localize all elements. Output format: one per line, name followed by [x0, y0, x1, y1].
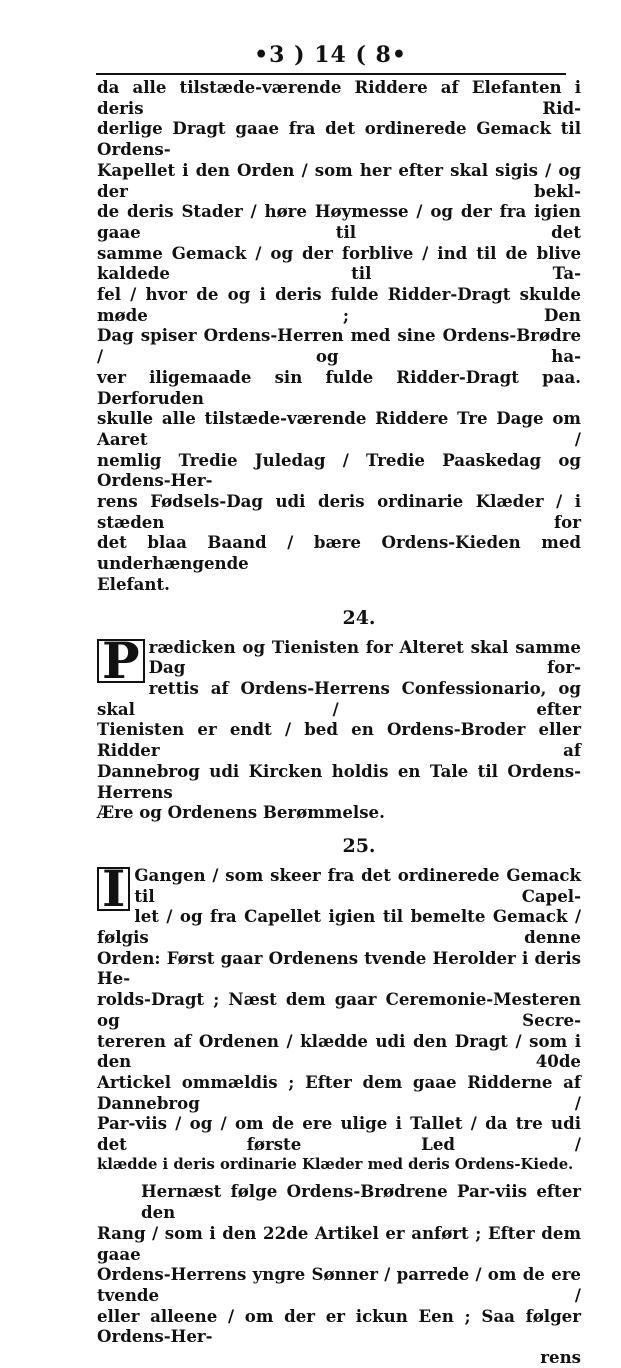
- text-line: Dannebrog udi Kircken holdis en Tale til Ordens-Herrens: [97, 760, 581, 802]
- text-line: fel / hvor de og i deris fulde Ridder-Dragt skulde møde ; Den: [97, 284, 581, 325]
- text-line: eller alleene / om der er ickun Een ; Saa følger Ordens-Her-: [97, 1305, 581, 1347]
- catchword: rens: [540, 1347, 581, 1368]
- text-line: tereren af Ordenen / klædde udi den Dragt / som i den 40de: [97, 1030, 581, 1072]
- text-line: samme Gemack / og der forblive / ind til de blive kaldede til Ta-: [97, 242, 581, 284]
- header-rule: [96, 73, 566, 75]
- text-line: Dag spiser Ordens-Herren med sine Ordens-Brødre / og ha-: [97, 325, 581, 367]
- text-line: ver iligemaade sin fulde Ridder-Dragt paa. Derforuden: [97, 366, 581, 408]
- text-line: rens Fødsels-Dag udi deris ordinarie Klæder / i stæden for: [97, 491, 581, 532]
- drop-cap: I: [97, 867, 130, 911]
- text-line: Elefant.: [97, 573, 170, 594]
- text-line: rædicken og Tienisten for Alteret skal samme Dag for-: [148, 636, 581, 678]
- section-25: [97, 858, 581, 1368]
- text-line: Ære og Ordenens Berømmelse.: [97, 802, 385, 823]
- text-line: derlige Dragt gaae fra det ordinerede Gemack til Ordens-: [97, 118, 581, 160]
- paragraph-1: [97, 77, 581, 595]
- text-line: Par-viis / og / om de ere ulige i Tallet / da tre udi det første Led /: [97, 1113, 581, 1155]
- text-line: nemlig Tredie Juledag / Tredie Paaskedag og Ordens-Her-: [97, 449, 581, 491]
- text-line: rolds-Dragt ; Næst dem gaar Ceremonie-Mesteren og Secre-: [97, 989, 581, 1030]
- text-line: Artickel ommældis ; Efter dem gaae Ridderne af Dannebrog /: [97, 1071, 581, 1113]
- text-line: Kapellet i den Orden / som her efter skal sigis / og der bekl-: [97, 159, 581, 201]
- text-line: let / og fra Capellet igien til bemelte Gemack / følgis denne: [97, 906, 581, 948]
- text-line: Orden: Først gaar Ordenens tvende Herolder i deris He-: [97, 947, 581, 989]
- text-line: rettis af Ordens-Herrens Confessionario, og skal / efter: [97, 677, 581, 719]
- drop-cap: P: [97, 639, 145, 683]
- body-text: [97, 77, 581, 1368]
- text-line: Gangen / som skeer fra det ordinerede Gemack til Capel-: [134, 864, 581, 906]
- text-line: Ordens-Herrens yngre Sønner / parrede / om de ere tvende /: [97, 1264, 581, 1305]
- page-header: •3 ) 14 ( 8•: [254, 42, 407, 68]
- section-number-25: 25.: [342, 834, 376, 857]
- section-24: [97, 630, 581, 823]
- text-line: Rang / som i den 22de Artikel er anført ; Efter dem gaae: [97, 1222, 581, 1264]
- text-line: da alle tilstæde-værende Riddere af Elefanten i deris Rid-: [97, 77, 581, 118]
- text-line: det blaa Baand / bære Ordens-Kieden med underhængende: [97, 532, 581, 574]
- section-number-24: 24.: [342, 606, 376, 629]
- text-line: skulle alle tilstæde-værende Riddere Tre Dage om Aaret /: [97, 408, 581, 449]
- text-line: de deris Stader / høre Høymesse / og der fra igien gaae til det: [97, 201, 581, 242]
- text-line: klædde i deris ordinarie Klæder med deris Ordens-Kiede.: [97, 1155, 574, 1173]
- text-line: Hernæst følge Ordens-Brødrene Par-viis efter den: [141, 1181, 581, 1223]
- text-line: Tienisten er endt / bed en Ordens-Broder eller Ridder af: [97, 719, 581, 761]
